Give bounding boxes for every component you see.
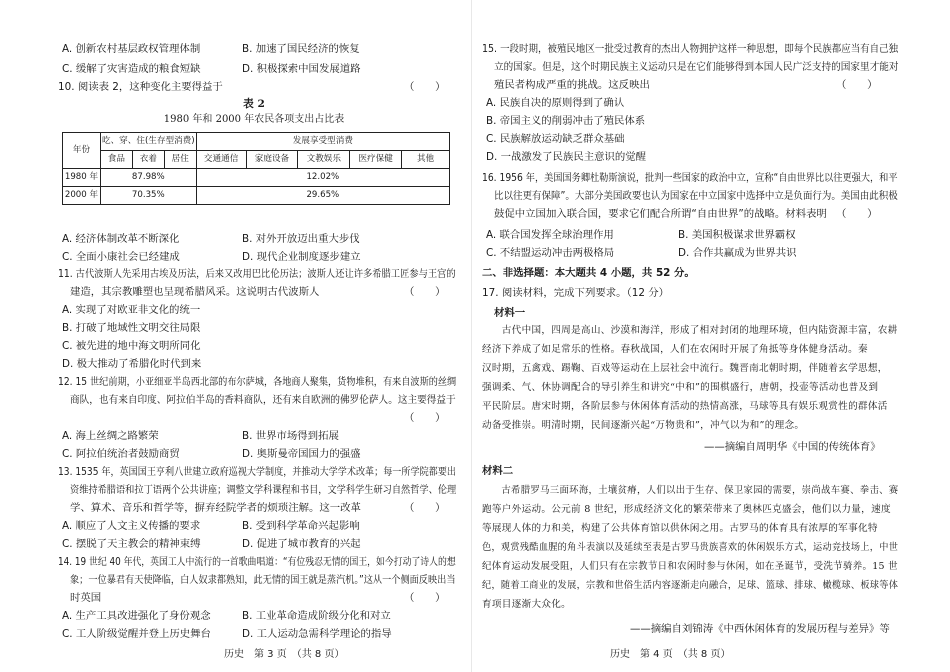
q14-line-2: 象；一位暴君有天使降临，白人奴隶都熟知，此无情的国王就是蒸汽机。”这从一个侧面反映出当 [70, 574, 456, 586]
material-1-line: 动备受推崇。明清时期，民间逐渐兴起“万物贵和”，冲气以为和”的理念。 [482, 420, 805, 431]
q13-option-d: D. 促进了城市教育的兴起 [242, 538, 361, 550]
q14-option-a: A. 生产工具改进强化了身份观念 [62, 610, 211, 622]
q15-option-b: B. 帝国主义的削弱冲击了殖民体系 [486, 115, 646, 127]
material-2-title: 材料二 [482, 465, 514, 477]
q16-option-a: A. 联合国发挥全球治理作用 [486, 229, 614, 241]
material-2-line: 等展现人体的力和美，构建了公共体育馆以供休闲之用。古罗马的体育具有浓厚的军事化特 [482, 523, 878, 534]
q16-line-1: 16. 1956 年，美国国务卿杜勒斯演说，批判一些国家的政治中立，宣称“自由世界比以往更强大，和平 [482, 172, 898, 184]
q10-option-b: B. 对外开放迈出重大步伐 [242, 233, 360, 245]
material-2-source: ——摘编自刘锦涛《中西休闲体育的发展历程与差异》等 [630, 623, 890, 635]
table-row [63, 169, 450, 187]
header-other: 其他 [402, 151, 450, 169]
q11-option-c: C. 被先进的地中海文明所同化 [62, 340, 201, 352]
material-1-line: 古代中国，四周是高山、沙漠和海洋，形成了相对封闭的地理环境，但内陆资源丰富，农耕 [482, 325, 898, 336]
page-footer: 历史 第 3 页 （共 8 页） [224, 649, 345, 660]
material-2-line: 育项目逐渐大众化。 [482, 599, 572, 610]
header-develop: 发展享受型消费 [196, 133, 449, 151]
q16-answer-paren: （ ） [836, 208, 878, 220]
q16-option-b: B. 美国积极谋求世界霸权 [678, 229, 796, 241]
q13-line-2: 资维持希腊语和拉丁语两个公共讲座；调整文学科课程和书目，文学科学生研习自然哲学、伦理 [70, 484, 457, 496]
row-develop: 12.02% [196, 169, 449, 187]
section-2-heading: 二、非选择题：本大题共 4 小题，共 52 分。 [482, 267, 695, 279]
q17-stem: 17. 阅读材料，完成下列要求。（12 分） [482, 287, 670, 299]
row-year: 2000 年 [63, 187, 101, 205]
material-2-line: 纪，随着工商业的发展，宗教和世俗生活内容逐渐走向融合，足球、篮球、排球、橄榄球、板球等体 [482, 580, 899, 591]
q15-line-3: 殖民者构成严重的挑战。这反映出 [494, 79, 650, 91]
q14-line-1: 14. 19 世纪 40 年代，英国工人中流行的一首歌曲唱道：“有位残忍无情的国王，如今打动了诗人的想 [58, 556, 456, 568]
q11-line-1: 11. 古代波斯人先采用古埃及历法，后来又改用巴比伦历法；波斯人还让许多希腊工匠参与王宫的 [58, 268, 456, 280]
q11-line-2: 建造，其宗教雕塑也呈现希腊风采。这说明古代波斯人 [70, 286, 320, 298]
q15-option-c: C. 民族解放运动缺乏群众基础 [486, 133, 625, 145]
page-footer: 历史 第 4 页 （共 8 页） [610, 649, 731, 660]
q11-answer-paren: （ ） [404, 286, 446, 298]
q14-option-b: B. 工业革命造成阶级分化和对立 [242, 610, 391, 622]
header-clothing: 衣着 [132, 151, 164, 169]
row-year: 1980 年 [63, 169, 101, 187]
q16-option-c: C. 不结盟运动冲击两极格局 [486, 247, 615, 259]
q13-option-b: B. 受到科学革命兴起影响 [242, 520, 360, 532]
fold-line [471, 0, 472, 672]
q10-option-a: A. 经济体制改革不断深化 [62, 233, 180, 245]
table-2-subtitle: 1980 年和 2000 年农民各项支出占比表 [163, 114, 345, 125]
q16-line-2: 比以往更有保障”。大部分美国政要也认为国家在中立国家中选择中立是负面行为。美国由此积极 [494, 190, 898, 202]
q15-line-2: 立的国家。但是，这个时期民族主义运动只是在它们能够得到本国人民广泛支持的国家里才能对 [494, 61, 899, 73]
table-row [63, 187, 450, 205]
q12-option-d: D. 奥斯曼帝国国力的强盛 [242, 448, 361, 460]
table-2-title: 表 2 [243, 98, 265, 110]
q15-option-a: A. 民族自决的原则得到了确认 [486, 97, 625, 109]
q13-option-a: A. 顺应了人文主义传播的要求 [62, 520, 201, 532]
q13-option-c: C. 摆脱了天主教会的精神束缚 [62, 538, 201, 550]
material-2-line: 纪体育运动发展受阻，人们只有在宗教节日和农闲时参与休闲，如在圣诞节，受洗节骑养。15 世 [482, 561, 898, 572]
q9-option-c: C. 缓解了灾害造成的粮食短缺 [62, 63, 201, 75]
material-1-title: 材料一 [494, 307, 526, 319]
q10-option-d: D. 现代企业制度逐步建立 [242, 251, 361, 263]
material-2-line: 跑等户外运动。公元前 8 世纪，形成经济文化的繁荣带来了奥林匹克盛会，他们以力量，速度 [482, 504, 891, 515]
q12-line-1: 12. 15 世纪前期，小亚细亚半岛西北部的布尔萨城，各地商人聚集，货物堆积，有来自波斯的丝绸 [58, 376, 457, 388]
header-basic: 吃、穿、住(生存型消费) [100, 133, 196, 151]
q9-option-d: D. 积极探索中国发展道路 [242, 63, 361, 75]
page-3 [58, 0, 457, 672]
q14-answer-paren: （ ） [404, 592, 446, 604]
table-2 [62, 132, 450, 205]
material-1-line: 经济下养成了如足常乐的性格。春秋战国，人们在农闲时开展了角抵等身体健身活动。秦 [482, 344, 868, 355]
header-appliances: 家庭设备 [246, 151, 298, 169]
header-food: 食品 [100, 151, 132, 169]
q12-option-c: C. 阿拉伯统治者鼓励商贸 [62, 448, 180, 460]
header-transport: 交通通信 [196, 151, 246, 169]
q15-answer-paren: （ ） [836, 79, 878, 91]
q9-option-a: A. 创新农村基层政权管理体制 [62, 43, 201, 55]
material-2-line: 色，观赏残酷血腥的角斗表演以及延续至表是古罗马贵族喜欢的休闲娱乐方式，运动竞技场上，中世 [482, 542, 899, 553]
q9-option-b: B. 加速了国民经济的恢复 [242, 43, 360, 55]
q10-answer-paren: （ ） [404, 81, 446, 93]
q12-answer-paren: （ ） [404, 412, 446, 424]
q13-line-3: 学、算术、音乐和哲学等，摒弃经院学者的烦琐注解。这一改革 [70, 502, 361, 514]
header-culture: 文教娱乐 [298, 151, 350, 169]
q13-line-1: 13. 1535 年，英国国王亨利八世建立政府巡视大学制度，并推动大学学术改革；每一所学院都要出 [58, 466, 456, 478]
row-basic: 70.35% [100, 187, 196, 205]
q11-option-b: B. 打破了地域性文明交往局限 [62, 322, 201, 334]
material-1-line: 平民阶层。唐宋时期，各阶层参与休闲体育活动的热情高涨，马球等具有娱乐观赏性的群体活 [482, 401, 888, 412]
page-4 [482, 0, 899, 672]
q11-option-d: D. 极大推动了希腊化时代到来 [62, 358, 202, 370]
q15-line-1: 15. 一段时期，被殖民地区一批受过教育的杰出人物拥护这样一种思想，即每个民族都应当有自己独 [482, 43, 899, 55]
material-1-line: 强调柔、气、休协调配合的导引养生和讲究“中和”的围棋盛行，唐朝，投壶等活动也普及到 [482, 382, 879, 393]
row-develop: 29.65% [196, 187, 449, 205]
q10-stem: 10. 阅读表 2，这种变化主要得益于 [58, 81, 223, 93]
q15-option-d: D. 一战激发了民族民主意识的觉醒 [486, 151, 647, 163]
q13-answer-paren: （ ） [404, 502, 446, 514]
q14-option-c: C. 工人阶级觉醒并登上历史舞台 [62, 628, 211, 640]
q12-option-a: A. 海上丝绸之路繁荣 [62, 430, 159, 442]
material-2-line: 古希腊罗马三面环海，土壤贫瘠，人们以出于生存、保卫家园的需要，崇尚战车赛、拳击、赛 [482, 485, 899, 496]
header-housing: 居住 [164, 151, 196, 169]
q10-option-c: C. 全面小康社会已经建成 [62, 251, 180, 263]
q11-option-a: A. 实现了对欧亚非文化的统一 [62, 304, 201, 316]
q16-line-3: 鼓促中立国加入联合国，要求它们配合所谓“自由世界”的战略。材料表明 [494, 208, 827, 220]
q14-line-3: 时英国 [70, 592, 102, 604]
q12-option-b: B. 世界市场得到拓展 [242, 430, 339, 442]
material-1-source: ——摘编自周明华《中国的传统体育》 [704, 441, 881, 453]
row-basic: 87.98% [100, 169, 196, 187]
q14-option-d: D. 工人运动急需科学理论的指导 [242, 628, 392, 640]
material-1-line: 汉时期，五禽戏、踢鞠、百戏等运动在上层社会中流行。魏晋南北朝时期，伴随着玄学思想， [482, 363, 888, 374]
q12-line-2: 商队，也有来自印度、阿拉伯半岛的香料商队，还有来自欧洲的佛罗伦萨人。这主要得益于 [70, 394, 456, 406]
q16-option-d: D. 合作共赢成为世界共识 [678, 247, 797, 259]
header-year: 年份 [63, 133, 101, 169]
header-medical: 医疗保健 [350, 151, 402, 169]
